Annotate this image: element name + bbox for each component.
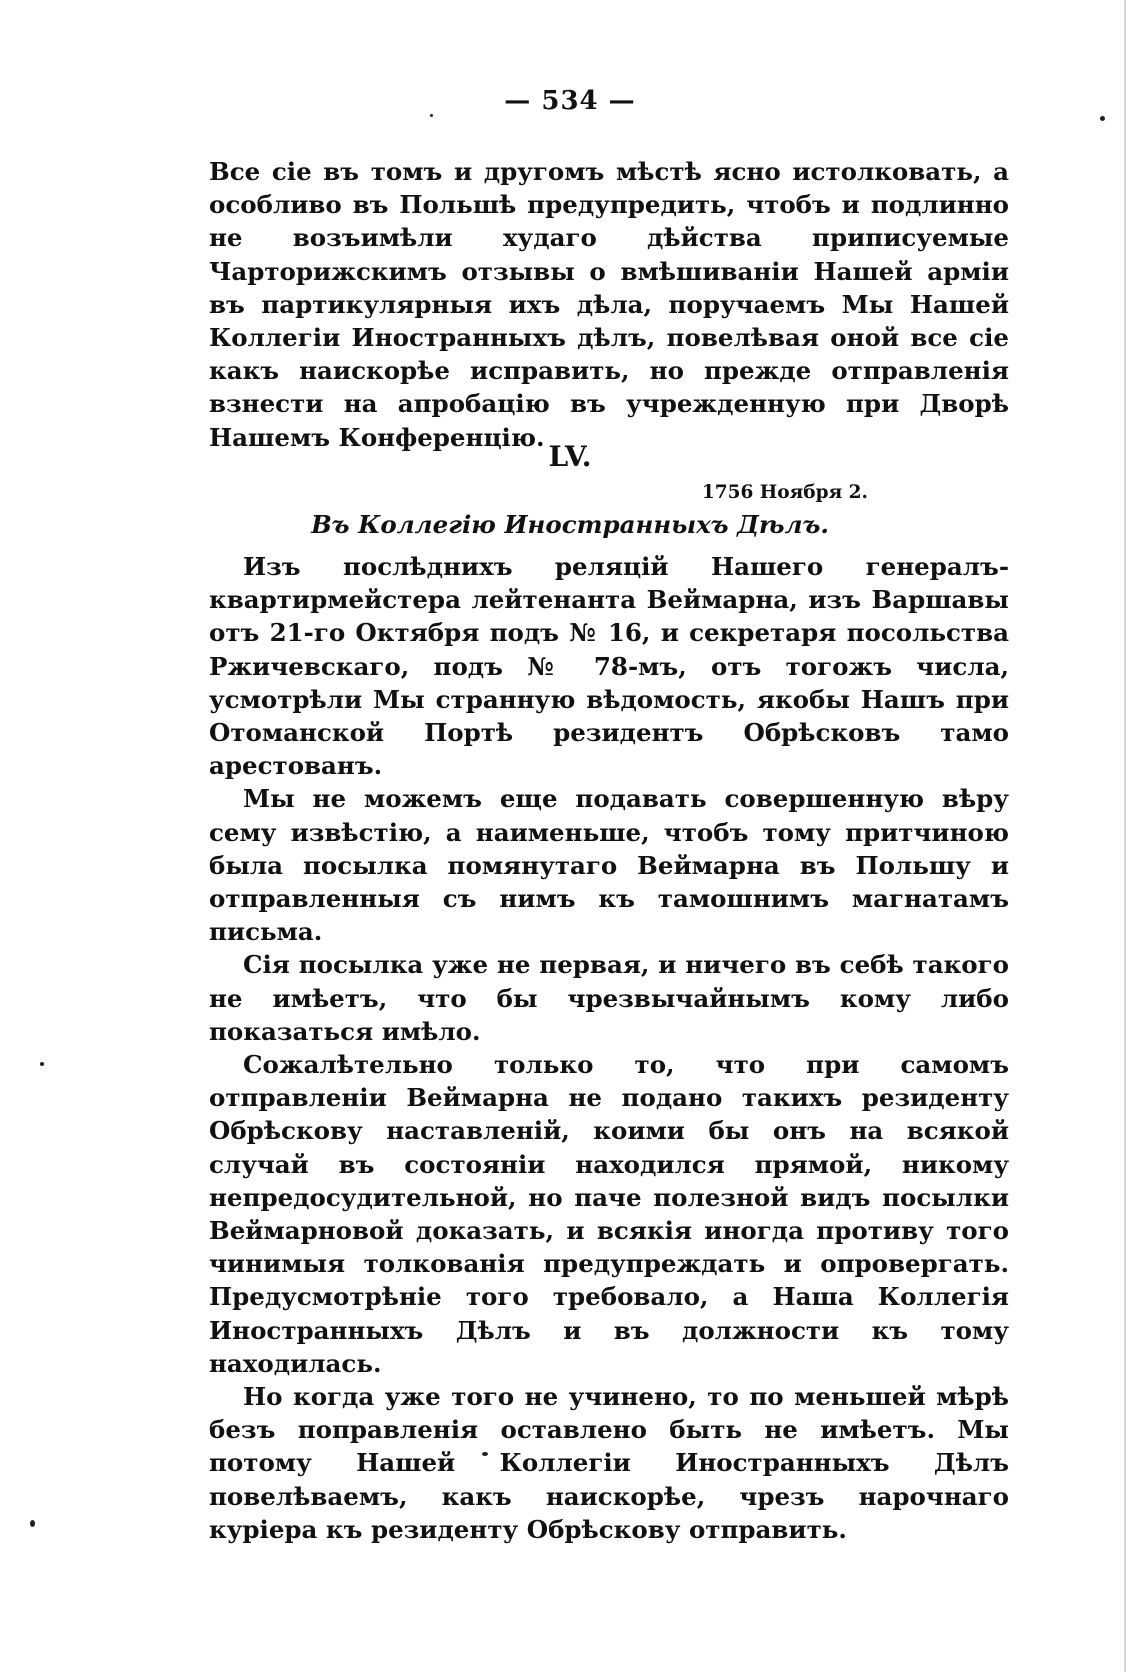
page-number: — 534 — xyxy=(504,86,636,116)
section-number: LV. xyxy=(548,440,592,473)
scan-speck xyxy=(30,1520,35,1527)
scan-speck xyxy=(40,1062,44,1066)
body-paragraph: Но когда уже того не учинено, то по меньшей мѣрѣ безъ поправленія оставлено быть не имѣетъ. Мы потому Нашей Коллегіи Иностранныхъ Дѣлъ повелѣваемъ, какъ наискорѣе, чрезъ нарочнаго куріера къ резиденту Обрѣскову отправить. xyxy=(209,1382,1009,1544)
scan-edge-line xyxy=(1124,0,1126,1672)
body-paragraph: Сожалѣтельно только то, что при самомъ отправленіи Веймарна не подано такихъ резиденту Обрѣскову наставленій, коими бы онъ на всякой случай въ состояніи находился прямой, никому непредосудительной, но паче полезной видъ посылки Веймарновой доказать, и всякія иногда противу того чинимыя толкованія предупреждать и опровергать. Предусмотрѣніе того требовало, а Наша Коллегія Иностранныхъ Дѣлъ и въ должности къ тому находилась. xyxy=(209,1050,1009,1378)
scan-speck xyxy=(1100,116,1105,121)
body-paragraph: Изъ послѣднихъ реляцій Нашего генералъ-квартирмейстера лейтенанта Веймарна, изъ Варшавы отъ 21-го Октября подъ № 16, и секретаря посольства Ржичевскаго, подъ № 78-мъ, отъ тогожъ числа, усмотрѣли Мы странную вѣдомость, якобы Нашъ при Отоманской Портѣ резидентъ Обрѣсковъ тамо арестованъ. xyxy=(209,552,1009,781)
body-paragraph: Сія посылка уже не первая, и ничего въ себѣ такого не имѣетъ, что бы чрезвычайнымъ кому либо показаться имѣло. xyxy=(209,950,1009,1046)
letter-body xyxy=(209,550,1009,1546)
letter-date: 1756 Ноября 2. xyxy=(701,482,868,503)
opening-paragraph: Все сіе въ томъ и другомъ мѣстѣ ясно истолковать, а особливо въ Польшѣ предупредить, чтобъ и подлинно не возъимѣли худаго дѣйства приписуемые Чарторижскимъ отзывы о вмѣшиваніи Нашей арміи въ партикулярныя ихъ дѣла, поручаемъ Мы Нашей Коллегіи Иностранныхъ дѣлъ, повелѣвая оной все сіе какъ наискорѣе исправить, но прежде отправленія взнести на апробацію въ учрежденную при Дворѣ Нашемъ Конференцію. xyxy=(209,157,1009,452)
letter-addressee: Въ Коллегію Иностранныхъ Дѣлъ. xyxy=(311,510,829,539)
opening-paragraph-block xyxy=(209,155,1009,454)
body-paragraph: Мы не можемъ еще подавать совершенную вѣру сему извѣстію, а наименьше, чтобъ тому притчиною была посылка помянутаго Веймарна въ Польшу и отправленныя съ нимъ къ тамошнимъ магнатамъ письма. xyxy=(209,784,1009,947)
